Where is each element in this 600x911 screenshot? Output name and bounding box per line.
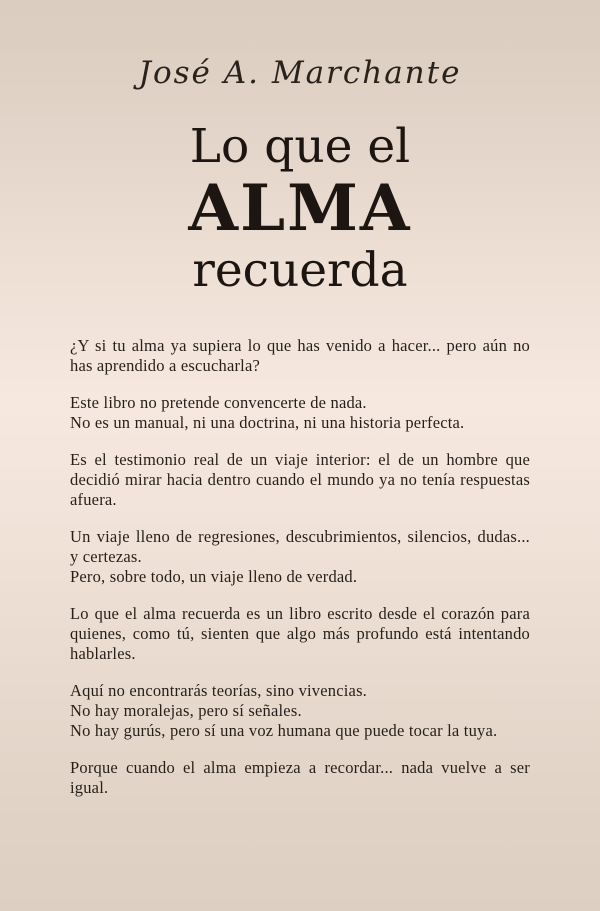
paragraph — [70, 336, 530, 376]
text-line: Pero, sobre todo, un viaje lleno de verdad. — [70, 567, 358, 586]
text-line: Este libro no pretende convencerte de nada. — [70, 393, 367, 412]
paragraph — [70, 393, 530, 433]
book-title — [0, 118, 600, 300]
paragraph — [70, 450, 530, 510]
paragraph — [70, 681, 530, 741]
text-line: Un viaje lleno de regresiones, descubrimientos, silencios, dudas... y certezas. — [70, 527, 530, 566]
author-name: José A. Marchante — [138, 55, 462, 91]
book-title-line-1: Lo que el — [189, 119, 411, 174]
text-line: ¿Y si tu alma ya supiera lo que has venido a hacer... pero aún no has aprendido a escucharla? — [70, 336, 530, 375]
body-text — [0, 336, 600, 798]
text-line: Es el testimonio real de un viaje interior: el de un hombre que decidió mirar hacia dentro cuando el mundo ya no tenía respuestas afuera. — [70, 450, 530, 509]
paragraph — [70, 604, 530, 664]
text-line: Porque cuando el alma empieza a recordar... nada vuelve a ser igual. — [70, 758, 530, 797]
book-title-line-3: recuerda — [192, 243, 408, 298]
paragraph — [70, 527, 530, 587]
paragraph — [70, 758, 530, 798]
text-line: No es un manual, ni una doctrina, ni una historia perfecta. — [70, 413, 465, 432]
text-line: No hay moralejas, pero sí señales. — [70, 701, 302, 720]
text-line: No hay gurús, pero sí una voz humana que puede tocar la tuya. — [70, 721, 498, 740]
book-title-line-2: ALMA — [188, 171, 412, 246]
text-line: Aquí no encontrarás teorías, sino vivencias. — [70, 681, 368, 700]
text-line: Lo que el alma recuerda es un libro escrito desde el corazón para quienes, como tú, sienten que algo más profundo está intentando hablarles. — [70, 604, 530, 663]
